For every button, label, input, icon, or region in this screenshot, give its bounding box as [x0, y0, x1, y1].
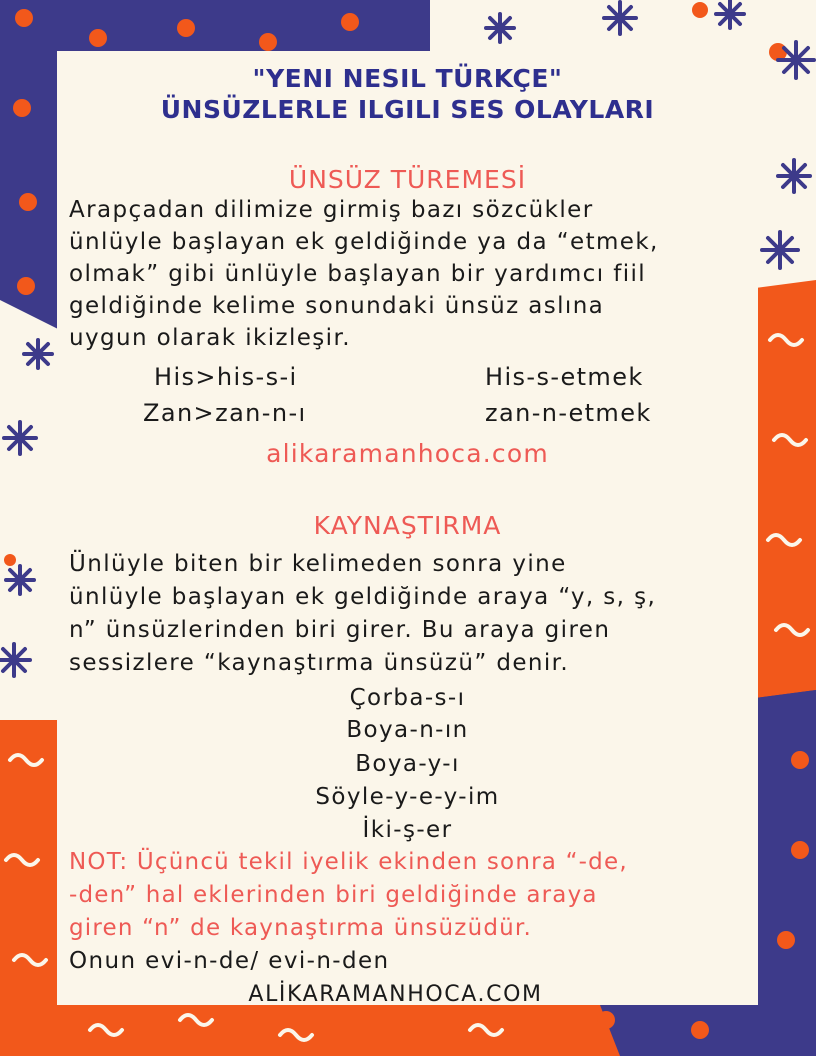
- section-heading-unsuz-turemesi: ÜNSÜZ TÜREMESİ: [288, 165, 527, 194]
- paragraph-line: geldiğinde kelime sonundaki ünsüz aslına: [69, 293, 605, 319]
- example-word: Çorba-s-ı: [349, 685, 466, 711]
- note-line: giren “n” de kaynaştırma ünsüzüdür.: [69, 915, 532, 941]
- example-word: İki-ş-er: [362, 817, 453, 843]
- paragraph-line: Arapçadan dilimize girmiş bazı sözcükler: [69, 197, 594, 223]
- paragraph-line: ünlüyle başlayan ek geldiğinde araya “y, s, ş,: [69, 584, 657, 610]
- paragraph-line: uygun olarak ikizleşir.: [69, 325, 351, 351]
- example-word: Söyle-y-e-y-im: [315, 784, 500, 810]
- example-word: Boya-y-ı: [355, 751, 460, 777]
- example-left: His>his-s-i: [154, 363, 298, 391]
- example-left: Zan>zan-n-ı: [143, 399, 307, 427]
- note-line: -den” hal eklerinden biri geldiğinde araya: [69, 882, 598, 908]
- page-title-line-2: ÜNSÜZLERLE ILGILI SES OLAYLARI: [160, 95, 655, 124]
- example-line: Onun evi-n-de/ evi-n-den: [69, 948, 390, 974]
- example-word: Boya-n-ın: [346, 717, 469, 743]
- example-right: zan-n-etmek: [485, 399, 652, 427]
- section-heading-kaynastirma: KAYNAŞTIRMA: [313, 511, 502, 540]
- paragraph-line: n” ünsüzlerinden biri girer. Bu araya giren: [69, 617, 611, 643]
- page-title-line-1: "YENI NESIL TÜRKÇE": [252, 64, 563, 93]
- paragraph-line: Ünlüyle biten bir kelimeden sonra yine: [69, 551, 567, 577]
- website-watermark: alikaramanhoca.com: [266, 439, 549, 468]
- note-line: NOT: Üçüncü tekil iyelik ekinden sonra “-de,: [69, 849, 628, 875]
- paragraph-line: ünlüyle başlayan ek geldiğinde ya da “etmek,: [69, 229, 659, 255]
- example-right: His-s-etmek: [485, 363, 644, 391]
- paragraph-line: olmak” gibi ünlüyle başlayan bir yardımcı fiil: [69, 261, 647, 287]
- paragraph-line: sessizlere “kaynaştırma ünsüzü” denir.: [69, 650, 570, 676]
- content-card: [57, 51, 758, 1005]
- website-footer: ALİKARAMANHOCA.COM: [248, 982, 543, 1007]
